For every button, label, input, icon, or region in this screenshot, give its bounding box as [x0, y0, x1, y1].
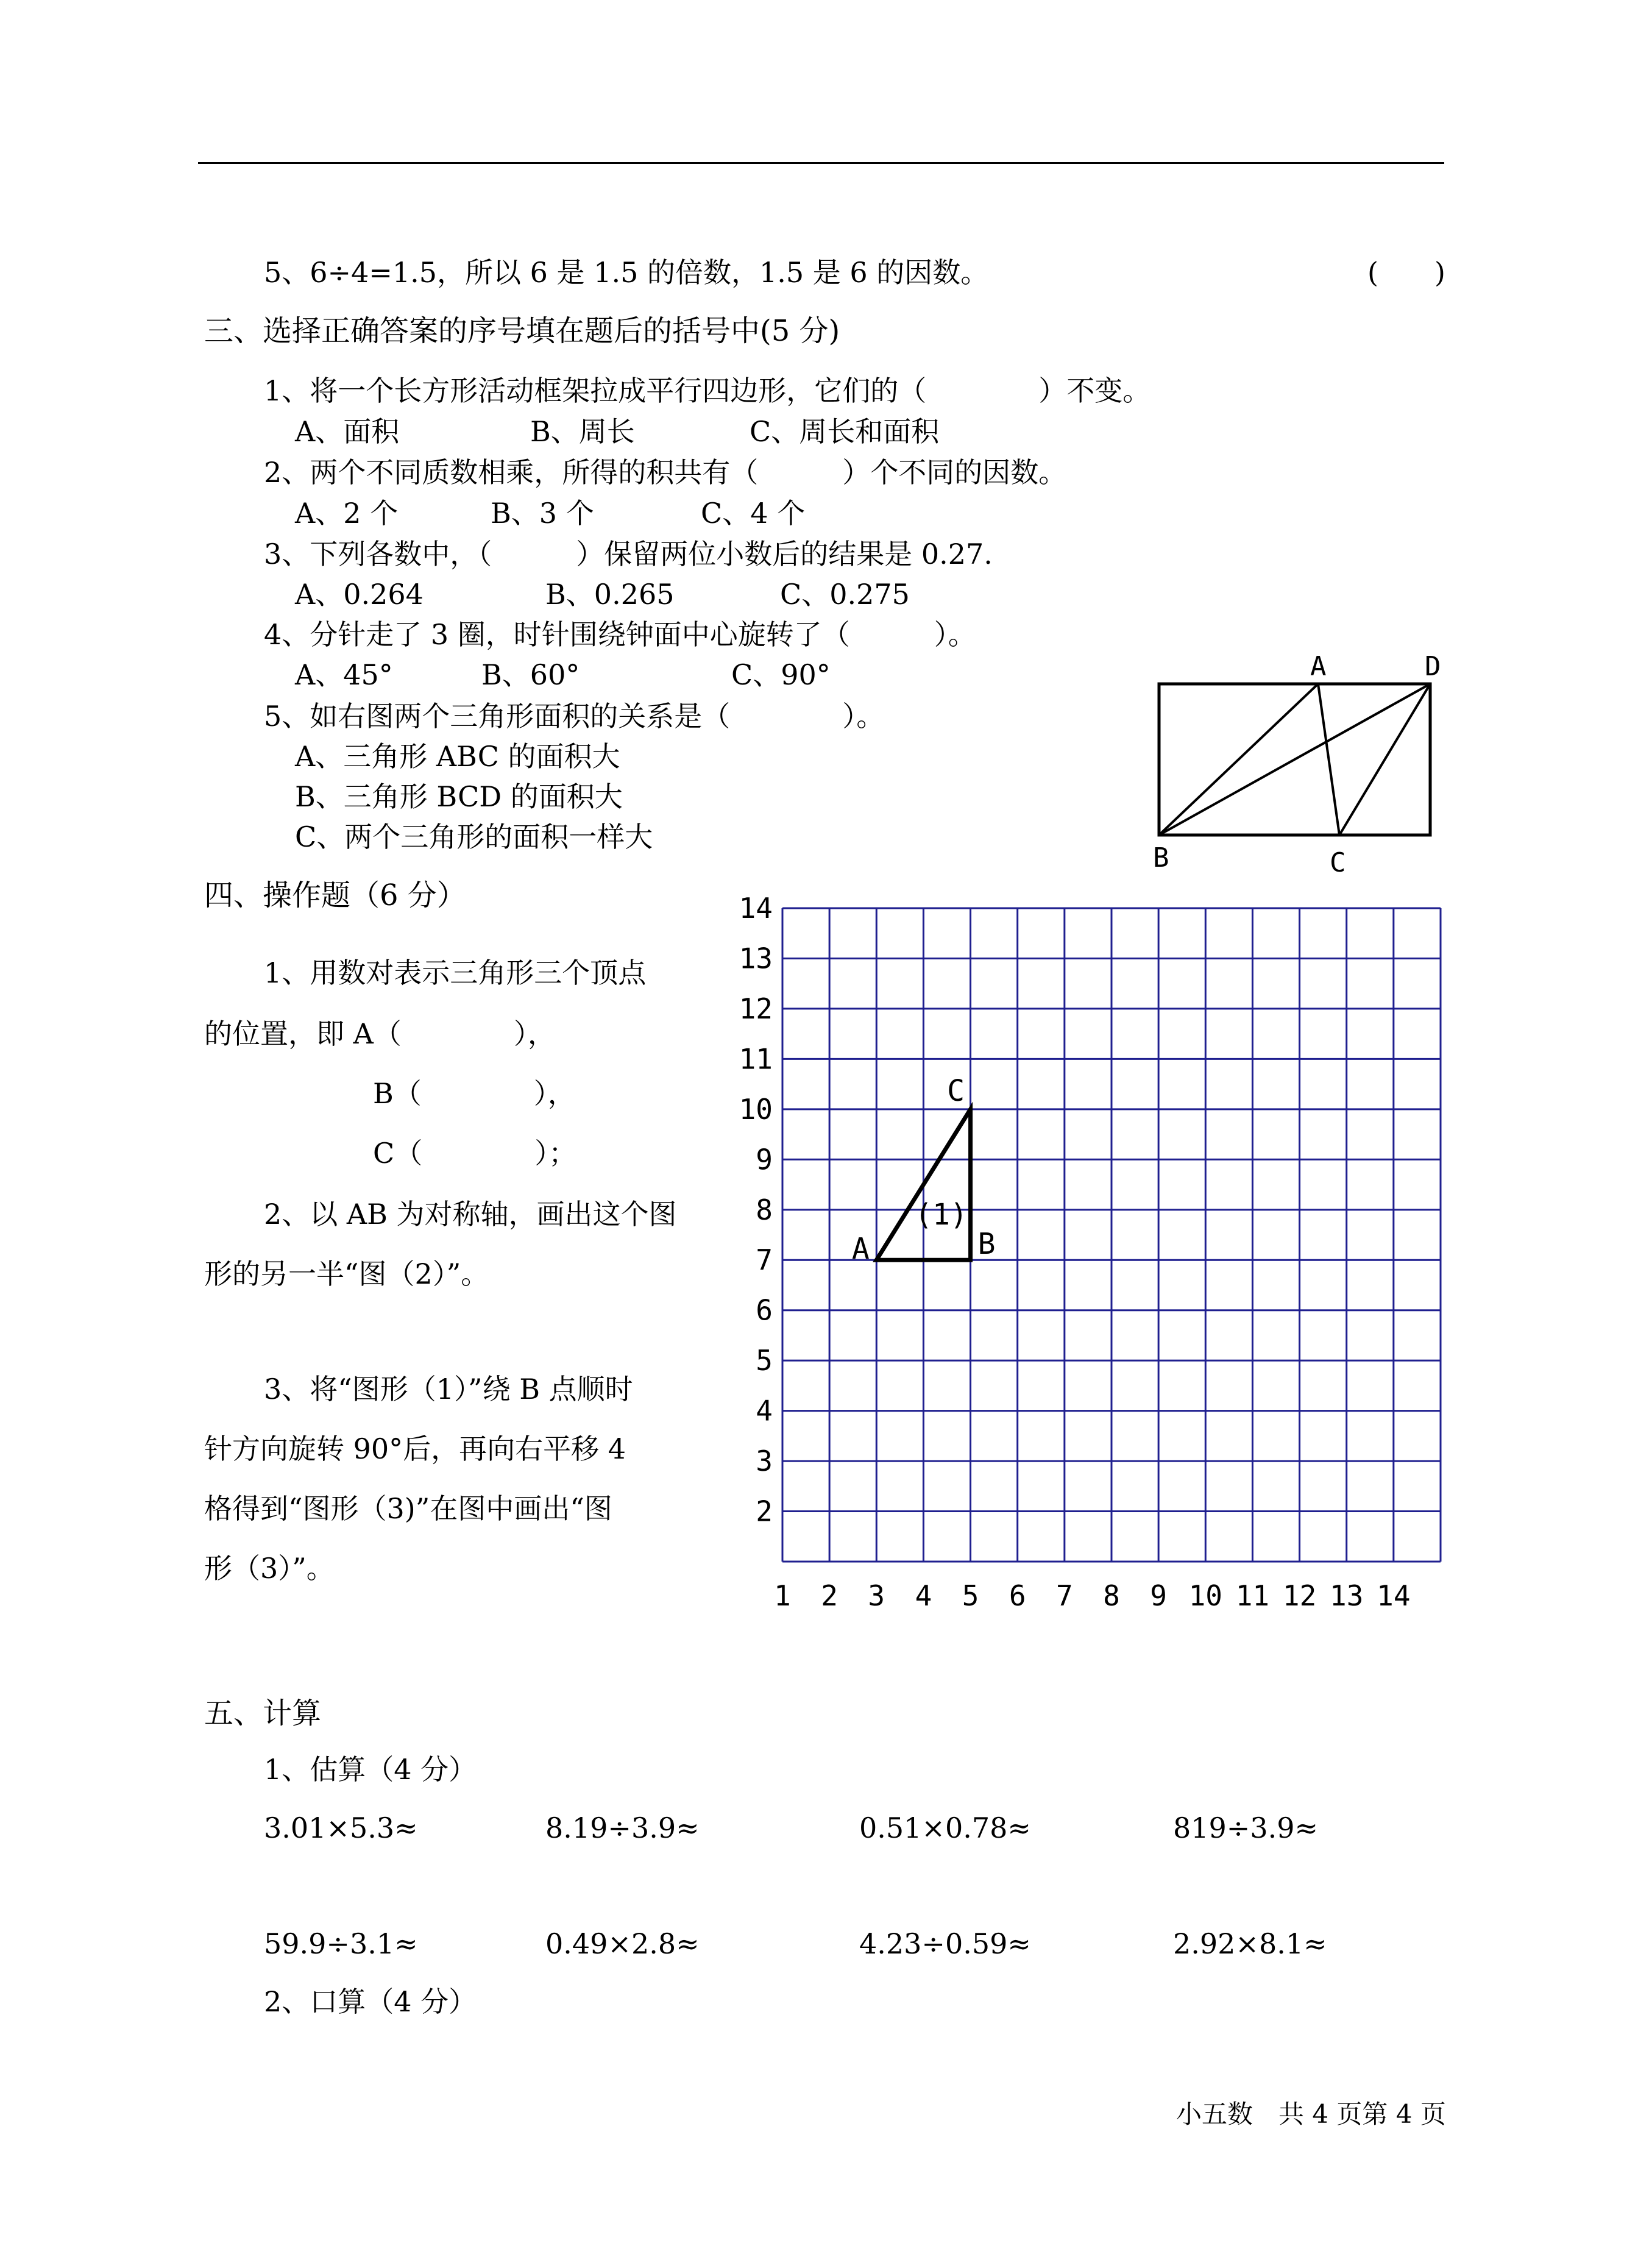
- x-label: 10: [1188, 1579, 1222, 1612]
- choice-q4-opt-b[interactable]: B、60°: [481, 658, 580, 691]
- fig-label-a: A: [1310, 651, 1327, 682]
- estimate-5: 59.9÷3.1≈: [264, 1927, 418, 1960]
- mental-math-title: 2、口算（4 分）: [264, 1985, 477, 2018]
- fig-label-d: D: [1425, 651, 1441, 682]
- y-label: 14: [739, 892, 773, 925]
- estimate-6: 0.49×2.8≈: [545, 1927, 700, 1960]
- choice-q3-opt-b[interactable]: B、0.265: [545, 578, 675, 611]
- op-line-3: B（ ），: [373, 1077, 576, 1110]
- y-label: 8: [756, 1193, 773, 1226]
- choice-q4-opt-c[interactable]: C、90°: [731, 658, 831, 691]
- section-3-title: 三、选择正确答案的序号填在题后的括号中(5 分): [204, 314, 840, 348]
- x-label: 9: [1150, 1579, 1167, 1612]
- op-line-8: 针方向旋转 90°后，再向右平移 4: [204, 1432, 626, 1465]
- estimate-1: 3.01×5.3≈: [264, 1811, 418, 1844]
- x-label: 4: [915, 1579, 932, 1612]
- op-line-9: 格得到“图形（3)”在图中画出“图: [204, 1492, 612, 1525]
- x-label: 7: [1056, 1579, 1073, 1612]
- section-4-title: 四、操作题（6 分）: [204, 878, 466, 912]
- y-label: 9: [756, 1143, 773, 1176]
- choice-q2-opt-c[interactable]: C、4 个: [701, 497, 806, 530]
- y-label: 10: [739, 1092, 773, 1126]
- choice-q4: 4、分针走了 3 圈，时针围绕钟面中心旋转了（ ）。: [264, 618, 976, 651]
- choice-q3: 3、下列各数中，（ ）保留两位小数后的结果是 0.27.: [264, 538, 993, 571]
- point-label-b: B: [977, 1227, 996, 1262]
- y-label: 13: [739, 942, 773, 975]
- y-label: 6: [756, 1293, 773, 1327]
- x-label: 5: [962, 1579, 979, 1612]
- grid-y-labels: [739, 892, 773, 1528]
- y-label: 7: [756, 1243, 773, 1277]
- choice-q1-opt-a[interactable]: A、面积: [295, 415, 400, 448]
- choice-q4-opt-a[interactable]: A、45°: [295, 658, 393, 691]
- x-label: 13: [1330, 1579, 1364, 1612]
- y-label: 2: [756, 1495, 773, 1528]
- y-label: 5: [756, 1344, 773, 1378]
- choice-q5-opt-b[interactable]: B、三角形 BCD 的面积大: [295, 780, 623, 813]
- estimate-8: 2.92×8.1≈: [1173, 1927, 1327, 1960]
- judge-item-5-blank[interactable]: ( ): [1367, 256, 1445, 289]
- choice-q3-opt-a[interactable]: A、0.264: [295, 578, 424, 611]
- estimate-title: 1、估算（4 分）: [264, 1753, 477, 1786]
- y-label: 3: [756, 1445, 773, 1478]
- point-label-c: C: [947, 1073, 965, 1108]
- choice-q2-opt-a[interactable]: A、2 个: [295, 497, 399, 530]
- y-label: 11: [739, 1042, 773, 1076]
- op-line-6: 形的另一半“图（2）”。: [204, 1257, 489, 1290]
- choice-q5-opt-a[interactable]: A、三角形 ABC 的面积大: [295, 740, 620, 773]
- judge-item-5: 5、6÷4=1.5，所以 6 是 1.5 的倍数，1.5 是 6 的因数。: [264, 256, 989, 289]
- x-label: 3: [868, 1579, 885, 1612]
- op-line-10: 形（3）”。: [204, 1552, 335, 1585]
- op-line-1: 1、用数对表示三角形三个顶点: [264, 956, 647, 989]
- y-label: 4: [756, 1394, 773, 1427]
- fig-label-b: B: [1153, 842, 1169, 873]
- x-label: 1: [774, 1579, 791, 1612]
- grid-x-labels: [774, 1579, 1410, 1612]
- choice-q1-opt-b[interactable]: B、周长: [530, 415, 635, 448]
- choice-q5-opt-c[interactable]: C、两个三角形的面积一样大: [295, 820, 653, 853]
- point-label-a: A: [851, 1232, 870, 1267]
- x-label: 6: [1009, 1579, 1026, 1612]
- choice-q2-opt-b[interactable]: B、3 个: [491, 497, 594, 530]
- estimate-2: 8.19÷3.9≈: [545, 1811, 700, 1844]
- estimate-7: 4.23÷0.59≈: [859, 1927, 1031, 1960]
- y-label: 12: [739, 992, 773, 1025]
- estimate-3: 0.51×0.78≈: [859, 1811, 1031, 1844]
- grid-lines: [782, 908, 1441, 1562]
- choice-q5: 5、如右图两个三角形面积的关系是（ ）。: [264, 700, 885, 733]
- x-label: 8: [1103, 1579, 1120, 1612]
- choice-q3-opt-c[interactable]: C、0.275: [780, 578, 910, 611]
- x-label: 2: [821, 1579, 838, 1612]
- choice-q1-opt-c[interactable]: C、周长和面积: [750, 415, 940, 448]
- op-line-7: 3、将“图形（1）”绕 B 点顺时: [264, 1373, 633, 1406]
- choice-q2: 2、两个不同质数相乘，所得的积共有（ ）个不同的因数。: [264, 456, 1067, 489]
- estimate-4: 819÷3.9≈: [1173, 1811, 1319, 1844]
- x-label: 11: [1235, 1579, 1270, 1612]
- op-line-2: 的位置，即 A（ ），: [204, 1017, 556, 1050]
- section-5-title: 五、计算: [204, 1696, 322, 1730]
- fig-label-c: C: [1330, 847, 1346, 878]
- x-label: 12: [1282, 1579, 1317, 1612]
- op-line-4: C（ ）；: [373, 1137, 577, 1170]
- triangle-label: (1): [915, 1198, 968, 1232]
- x-label: 14: [1377, 1579, 1411, 1612]
- page-footer: 小五数 共 4 页第 4 页: [1176, 2099, 1446, 2129]
- op-line-5: 2、以 AB 为对称轴，画出这个图: [264, 1198, 677, 1231]
- choice-q1: 1、将一个长方形活动框架拉成平行四边形，它们的（ ）不变。: [264, 374, 1151, 407]
